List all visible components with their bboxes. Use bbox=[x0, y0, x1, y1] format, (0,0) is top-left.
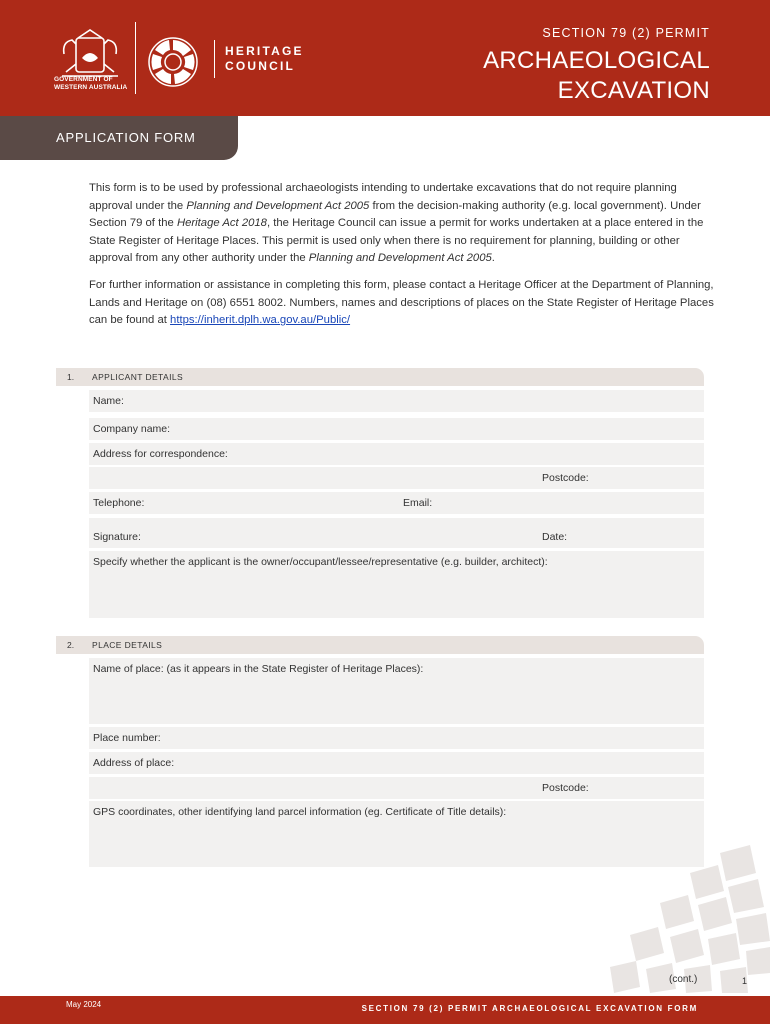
address-label: Address for correspondence: bbox=[93, 448, 228, 460]
place-postcode-field[interactable] bbox=[89, 777, 704, 799]
intro-p1-d: . bbox=[491, 252, 495, 265]
name-label: Name: bbox=[93, 395, 124, 407]
intro-paragraph-1 bbox=[89, 180, 714, 268]
intro-p1-italic-2: Heritage Act 2018 bbox=[176, 217, 267, 230]
section-title: PLACE DETAILS bbox=[92, 640, 163, 650]
intro-p1-a: This form is to be used by professional archaeologists intending to undertake excavations that do not require planning approval under the bbox=[89, 182, 677, 212]
section-title: APPLICANT DETAILS bbox=[92, 372, 184, 382]
title-line2: EXCAVATION bbox=[557, 77, 710, 104]
footer-date: May 2024 bbox=[66, 1000, 102, 1009]
header-banner bbox=[0, 0, 770, 116]
title-line1: ARCHAEOLOGICAL bbox=[483, 47, 710, 74]
section-label: SECTION 79 (2) PERMIT bbox=[542, 26, 710, 40]
place-postcode-label: Postcode: bbox=[542, 782, 589, 794]
tab-label: APPLICATION FORM bbox=[56, 130, 196, 145]
heritage-council-text bbox=[225, 44, 304, 74]
section-header-place bbox=[56, 636, 704, 654]
telephone-email-row[interactable] bbox=[89, 492, 704, 514]
government-text bbox=[54, 76, 127, 92]
intro-p1-c: , the Heritage Council can issue a permit for works undertaken at a place entered in the State Register of Heritage Places. This permit is used only when there is no requirement for planning, building or other approval from any other authority under the bbox=[89, 217, 704, 265]
signature-label: Signature: bbox=[93, 531, 141, 543]
page-number: 1 bbox=[742, 976, 748, 986]
intro-p1-b: from the decision-making authority (e.g. local government). Under Section 79 of the bbox=[89, 199, 701, 230]
postcode-label: Postcode: bbox=[542, 472, 589, 484]
continued-label: (cont.) bbox=[669, 974, 698, 985]
postcode-field[interactable] bbox=[89, 467, 704, 489]
intro-p1-italic-1: Planning and Development Act 2005 bbox=[186, 199, 370, 212]
place-name-field[interactable] bbox=[89, 658, 704, 724]
place-address-label: Address of place: bbox=[93, 757, 175, 769]
place-name-label: Name of place: (as it appears in the State Register of Heritage Places): bbox=[93, 663, 424, 675]
heritage-council-logo bbox=[147, 36, 199, 88]
company-name-field[interactable] bbox=[89, 418, 704, 440]
date-label: Date: bbox=[542, 531, 568, 543]
place-address-field[interactable] bbox=[89, 752, 704, 774]
gov-line1: GOVERNMENT OF bbox=[54, 76, 113, 83]
section-number: 1. bbox=[67, 372, 75, 382]
footer-banner bbox=[0, 996, 770, 1024]
address-field[interactable] bbox=[89, 443, 704, 465]
place-number-field[interactable] bbox=[89, 727, 704, 749]
intro-p2-a: For further information or assistance in completing this form, please contact a Heritage Officer at the Department of Planning, Lands and Heritage on (08) 6551 8002. Numbers, names and descriptions of places on the State Register of Heritage Places can be found at bbox=[89, 278, 714, 327]
signature-date-row[interactable] bbox=[89, 518, 704, 548]
application-form-tab bbox=[0, 116, 238, 160]
header-divider bbox=[135, 22, 136, 94]
heritage-council-divider bbox=[214, 40, 215, 78]
hc-line2: COUNCIL bbox=[225, 59, 296, 73]
applicant-role-field[interactable] bbox=[89, 551, 704, 618]
email-label: Email: bbox=[403, 497, 433, 509]
name-field[interactable] bbox=[89, 390, 704, 412]
intro-p1-italic-3: Planning and Development Act 2005 bbox=[308, 252, 492, 265]
hc-line1: HERITAGE bbox=[225, 44, 304, 58]
section-header-applicant bbox=[56, 368, 704, 386]
footer-title: SECTION 79 (2) PERMIT ARCHAEOLOGICAL EXCAVATION FORM bbox=[361, 1004, 698, 1013]
company-name-label: Company name: bbox=[93, 423, 171, 435]
section-number: 2. bbox=[67, 640, 75, 650]
intro-text bbox=[89, 180, 714, 339]
gps-label: GPS coordinates, other identifying land parcel information (eg. Certificate of Title details): bbox=[93, 806, 507, 818]
gov-line2: WESTERN AUSTRALIA bbox=[54, 84, 128, 91]
page-title bbox=[483, 46, 710, 106]
applicant-role-label: Specify whether the applicant is the owner/occupant/lessee/representative (e.g. builder, architect): bbox=[93, 556, 548, 568]
place-number-label: Place number: bbox=[93, 732, 161, 744]
telephone-label: Telephone: bbox=[93, 497, 145, 509]
register-link[interactable]: https://inherit.dplh.wa.gov.au/Public/ bbox=[170, 314, 351, 327]
decorative-stone-pattern bbox=[600, 843, 770, 993]
intro-paragraph-2 bbox=[89, 277, 714, 330]
